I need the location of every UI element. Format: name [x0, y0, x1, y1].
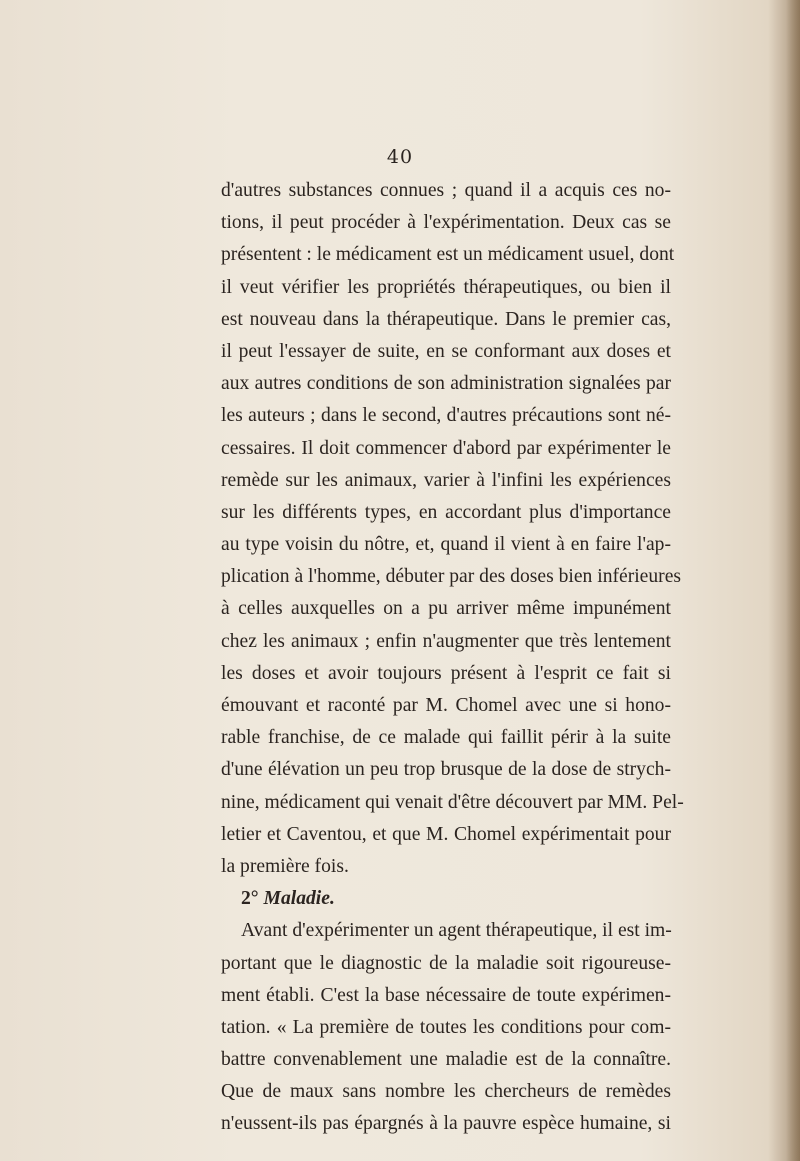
section-heading [221, 883, 671, 915]
text-line: d'une élévation un peu trop brusque de la dose de strych- [221, 759, 671, 781]
text-line: battre convenablement une maladie est de la connaître. [221, 1049, 671, 1071]
text-line: Que de maux sans nombre les chercheurs de remèdes [221, 1081, 671, 1103]
text-line: Avant d'expérimenter un agent thérapeutique, il est im- [241, 920, 672, 942]
text-line: rable franchise, de ce malade qui faillit périr à la suite [221, 727, 671, 749]
section-title: Maladie. [263, 888, 335, 910]
text-line: au type voisin du nôtre, et, quand il vient à en faire l'ap- [221, 534, 671, 556]
text-line: les auteurs ; dans le second, d'autres précautions sont né- [221, 405, 671, 427]
page-number: 40 [386, 146, 414, 168]
text-line: la première fois. [221, 855, 349, 877]
text-line: présentent : le médicament est un médicament usuel, dont [221, 244, 675, 266]
text-line: aux autres conditions de son administration signalées par [221, 373, 671, 395]
text-line: il veut vérifier les propriétés thérapeutiques, ou bien il [221, 276, 671, 298]
text-line: remède sur les animaux, varier à l'infini les expériences [221, 469, 671, 491]
page-edge-shadow [786, 0, 800, 1161]
text-line: n'eussent-ils pas épargnés à la pauvre espèce humaine, si [221, 1113, 671, 1135]
text-line: nine, médicament qui venait d'être découvert par MM. Pel- [221, 791, 684, 813]
text-line: tation. « La première de toutes les conditions pour com- [221, 1016, 671, 1038]
text-line: plication à l'homme, débuter par des doses bien inférieures [221, 566, 682, 588]
text-line: letier et Caventou, et que M. Chomel expérimentait pour [221, 823, 671, 845]
text-line: est nouveau dans la thérapeutique. Dans le premier cas, [221, 308, 671, 330]
text-line: ment établi. C'est la base nécessaire de toute expérimen- [221, 984, 671, 1006]
text-line: il peut l'essayer de suite, en se conformant aux doses et [221, 340, 671, 362]
text-line: d'autres substances connues ; quand il a acquis ces no- [221, 180, 671, 201]
section-number: 2° [241, 888, 259, 910]
text-line: les doses et avoir toujours présent à l'esprit ce fait si [221, 662, 671, 684]
text-line: sur les différents types, en accordant plus d'importance [221, 501, 671, 523]
body-text [221, 175, 684, 1141]
text-line: à celles auxquelles on a pu arriver même impunément [221, 598, 671, 620]
text-line: tions, il peut procéder à l'expérimentation. Deux cas se [221, 212, 671, 234]
text-line: portant que le diagnostic de la maladie soit rigoureuse- [221, 952, 671, 974]
text-line: émouvant et raconté par M. Chomel avec une si hono- [221, 695, 671, 716]
text-line: cessaires. Il doit commencer d'abord par expérimenter le [221, 437, 671, 459]
text-line: chez les animaux ; enfin n'augmenter que très lentement [221, 630, 671, 652]
